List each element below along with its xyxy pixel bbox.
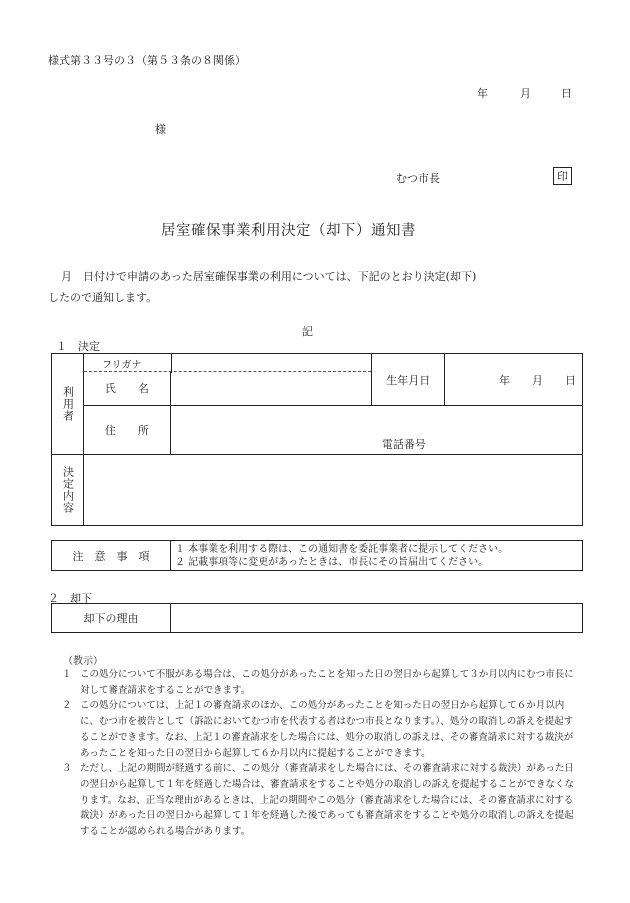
birth-value[interactable]: 年 月 日 <box>445 354 583 406</box>
reject-reason-label: 却下の理由 <box>52 604 171 633</box>
section1-heading: １ 決定 <box>56 340 100 353</box>
user-table <box>51 353 583 526</box>
caution-label: 注 意 事 項 <box>52 541 171 571</box>
name-field[interactable] <box>170 372 372 406</box>
user-group-label: 利用者 <box>52 354 84 455</box>
date-day: 日 <box>561 87 572 100</box>
page-title: 居室確保事業利用決定（却下）通知書 <box>161 223 416 239</box>
addressee-suffix: 様 <box>155 123 166 136</box>
furigana-row <box>83 354 371 372</box>
phone-label: 電話番号 <box>381 438 426 451</box>
notice-item: ３ ただし、上記の期間が経過する前に、この処分（審査請求をした場合には、その審査請求に対する裁決）があった日の翌日から起算して１年を経過した場合は、審査請求をすることや処分の取消しの訴えを提起することができなくなります。なお、正当な理由があるときは、上記の期間やこの処分（審査請求をした場合には、その審査請求に対する裁決）があった日の翌日から起算して１年を経過した後であっても審査請求をすることや処分の取消しの訴えを提起することが認められる場合があります。 <box>62 763 575 838</box>
notice-list <box>62 667 574 840</box>
section2-heading: ２ 却下 <box>48 592 92 605</box>
decision-field[interactable] <box>83 455 582 526</box>
furigana-label: フリガナ <box>101 360 142 371</box>
date-month: 月 <box>520 87 531 100</box>
ki-label: 記 <box>302 325 313 338</box>
caution-items <box>171 541 583 571</box>
address-label: 住 所 <box>83 406 170 455</box>
caution-item: ２ 記載事項等に変更があったときは、市長にその旨届出てください。 <box>175 556 489 568</box>
decision-label: 決定内容 <box>52 455 84 526</box>
intro-text: 月 日付けで申請のあった居室確保事業の利用については、下記のとおり決定(却下) したので通知します。 <box>48 270 477 304</box>
birth-label: 生年月日 <box>372 354 445 406</box>
notice-item: ２ この処分については、上記１の審査請求のほか、この処分があったことを知った日の翌日から起算して６か月以内に、むつ市を被告として（訴訟においてむつ市を代表する者はむつ市長となります。）、処分の取消しの訴えを提起することができます。なお、上記１の審査請求をした場合には、処分の取消しの訴えは、その審査請求に対する裁決があったことを知った日の翌日から起算して６か月以内に提起することができます。 <box>62 700 574 759</box>
address-field[interactable] <box>170 406 582 455</box>
caution-table <box>51 540 583 571</box>
caution-item: １ 本事業を利用する際は、この通知書を委託事業者に提示してください。 <box>175 543 509 555</box>
notice-heading: （教示） <box>63 656 103 667</box>
reject-reason-field[interactable] <box>171 604 583 633</box>
seal-stamp: 印 <box>553 167 572 185</box>
form-id: 様式第３３号の３（第５３条の８関係） <box>48 54 246 67</box>
notice-item: １ この処分について不服がある場合は、この処分があったことを知った日の翌日から起算して３か月以内にむつ市長に対して審査請求をすることができます。 <box>62 669 574 696</box>
name-label: 氏 名 <box>83 372 170 406</box>
reject-table <box>51 603 583 633</box>
issuer: むつ市長 <box>396 172 440 185</box>
date-year: 年 <box>477 87 488 100</box>
